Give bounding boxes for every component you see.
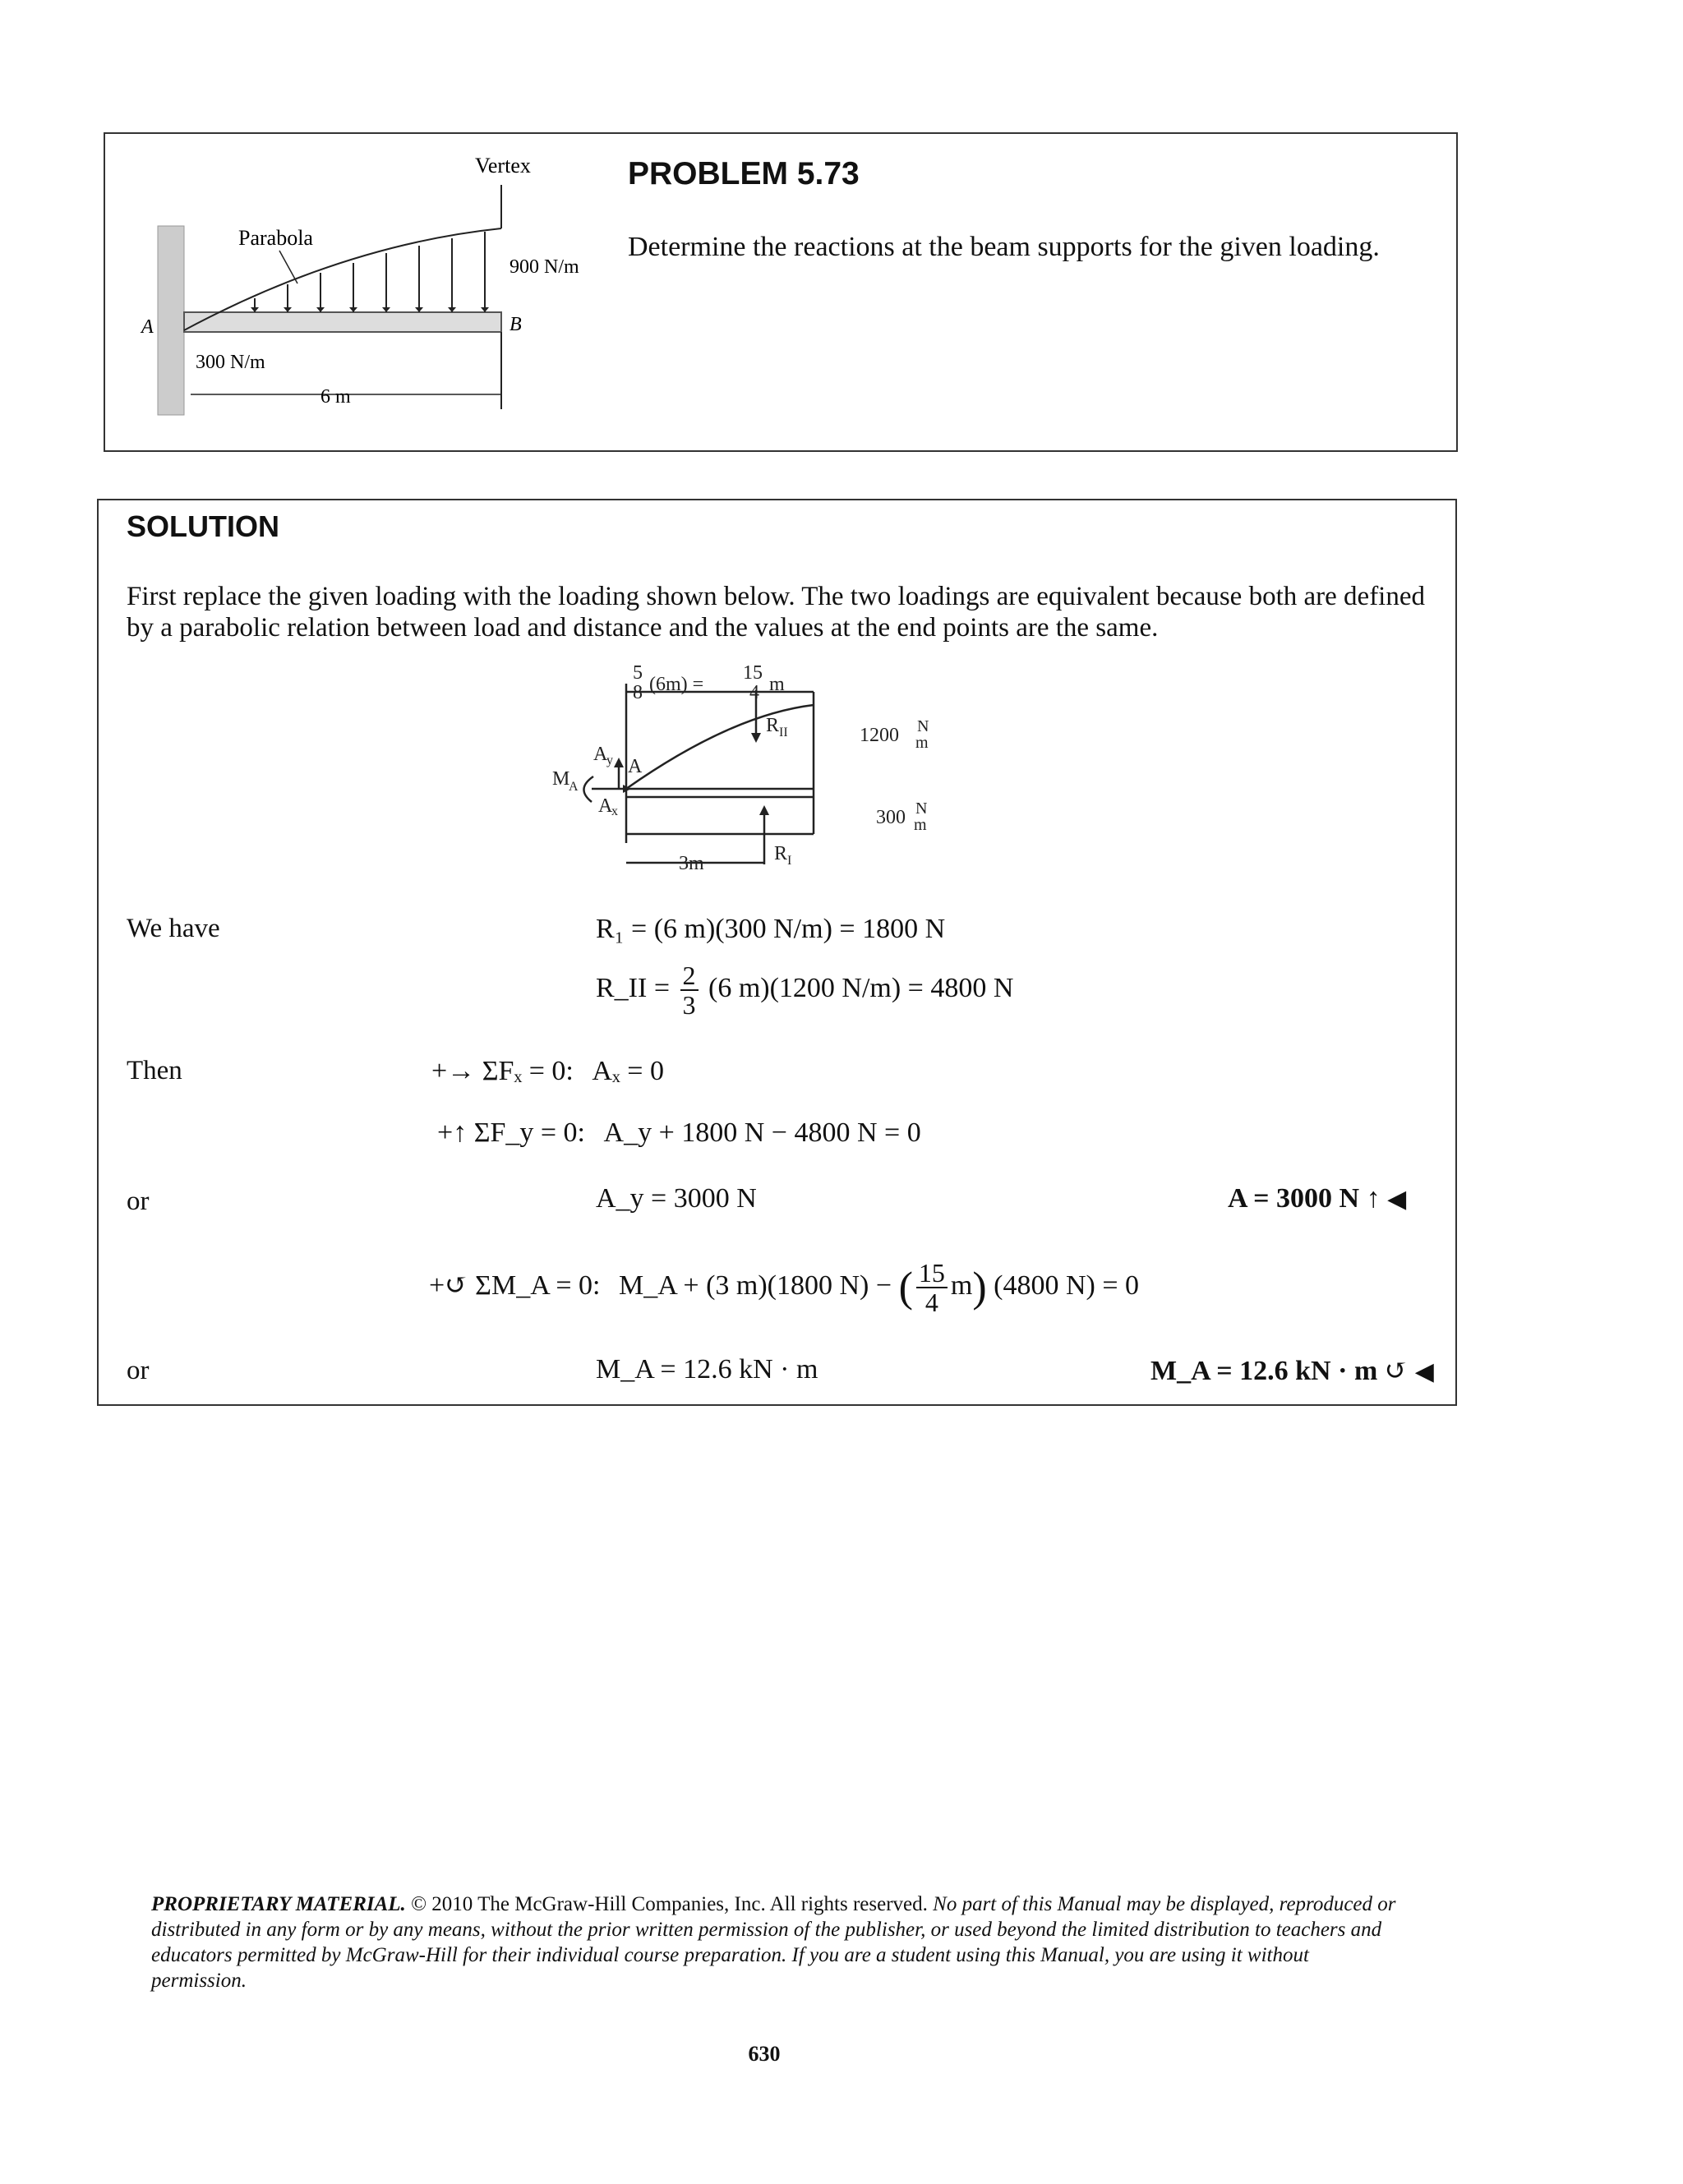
footer-copyright: © 2010 The McGraw-Hill Companies, Inc. All rights reserved. [411,1893,928,1915]
eq-r2-lhs: R_II = [596,972,670,1003]
sketch-unit-m: m [915,734,929,752]
plus-moment-icon: +↺ [429,1269,468,1301]
sketch-r2: R [766,715,780,736]
sketch-parabola [626,705,814,789]
eq-ma-rhs-b: m [950,1269,973,1301]
plus-right-arrow-icon: +→ [431,1056,476,1086]
eq-fx [431,1056,664,1087]
sketch-r1: R [774,843,788,864]
eq-ma-rhs-c: (4800 N) = 0 [994,1269,1140,1301]
eq-r2-fraction [680,961,699,1019]
sketch-dim-m: m [769,674,785,695]
label-or-2: or [127,1356,150,1385]
problem-statement: Determine the reactions at the beam supports for the given loading. [628,232,1380,262]
footer [151,1891,1409,1993]
eq-r2-num: 2 [680,961,699,991]
eq-r2-den: 3 [682,990,696,1020]
eq-fy-rhs: A_y + 1800 N − 4800 N = 0 [603,1117,921,1148]
sketch-point-a: A [628,756,643,777]
sketch-r2-sub: II [779,726,788,740]
label-we-have: We have [127,914,220,943]
eq-ma-result: M_A = 12.6 kN · m [596,1354,818,1385]
eq-r1: R₁ = (6 m)(300 N/m) = 1800 N [596,914,946,944]
sketch-dim-5: 5 [633,666,643,684]
sketch-r1-sub: I [787,854,792,868]
eq-r2-rhs: (6 m)(1200 N/m) = 4800 N [708,972,1014,1003]
eq-fx-lhs: ΣFₓ = 0: [482,1056,574,1086]
eq-ma: +↺ ΣM_A = 0: M_A + (3 m)(1800 N) − ( $\frac{15}{4}$ m) (4800 N) = 0 [429,1258,1140,1317]
load-end-label: 900 N/m [510,256,579,278]
span-label: 6 m [320,386,351,408]
beam [184,312,501,332]
eq-fy-lhs: ΣF_y = 0: [473,1117,586,1148]
solution-intro: First replace the given loading with the loading shown below. The two loadings are equivalent because both are defined by a parabolic relation between load and distance and the values at the end points are the same. [127,582,1425,643]
answer-a [1228,1183,1406,1214]
eq-ma-num: 15 [916,1259,948,1288]
footer-lead: PROPRIETARY MATERIAL. [151,1893,406,1915]
sketch-load-high: 1200 [860,725,899,746]
label-or-1: or [127,1186,150,1216]
problem-title: PROBLEM 5.73 [628,156,860,191]
eq-r2 [596,961,1013,1019]
sketch-dim-3m: 3m [679,853,704,874]
solution-title: SOLUTION [127,509,279,543]
footer-notice: No part of this Manual may be displayed, reproduced or distributed in any form or by any means, without the prior written permission of the publisher, or used beyond the limited distribution to teachers and educators permitted by McGraw-Hill for their individual course preparation. If you are a student using this Manual, you are using it without permission. [151,1893,1396,1992]
sketch-ax: A [598,795,613,817]
counterclockwise-moment-icon: ↺ [1384,1356,1409,1386]
eq-fy [437,1117,921,1149]
sketch-dim-6m: (6m) = [649,674,704,695]
solution-sketch [518,666,1044,887]
eq-ma-lhs: ΣM_A = 0: [475,1269,601,1301]
load-start-label: 300 N/m [196,352,265,373]
sketch-unit-m: m [914,816,927,834]
eq-fx-rhs: Aₓ = 0 [592,1056,664,1086]
sketch-ma-sub: A [569,780,579,794]
sketch-load-low: 300 [876,807,906,828]
sketch-ax-sub: x [611,804,618,818]
sketch-ma: M [552,768,570,790]
answer-marker-icon: ◀ [1387,1186,1407,1213]
problem-figure [123,148,616,427]
support-b-label: B [510,314,522,335]
sketch-dim-8: 8 [633,682,643,703]
answer-ma [1150,1354,1434,1387]
plus-up-arrow-icon: +↑ [437,1117,468,1148]
support-a-label: A [141,316,154,338]
eq-ma-fraction [916,1259,948,1316]
answer-a-text: A = 3000 N [1228,1183,1360,1214]
answer-ma-text: M_A = 12.6 kN · m [1150,1356,1378,1386]
answer-marker-icon: ◀ [1414,1358,1434,1385]
eq-ay-result: A_y = 3000 N [596,1183,757,1214]
vertex-label: Vertex [475,154,531,177]
page-number: 630 [748,2042,781,2066]
up-arrow-icon: ↑ [1366,1183,1381,1214]
sketch-ay-sub: y [606,753,613,767]
sketch-ay: A [593,744,608,765]
parabola-label: Parabola [238,226,313,250]
eq-ma-den: 4 [924,1288,938,1317]
eq-ma-rhs-a: M_A + (3 m)(1800 N) − [619,1269,892,1301]
wall-support [158,226,184,415]
sketch-dim-4: 4 [749,682,759,703]
sketch-unit-n: N [917,717,929,735]
sketch-dim-15: 15 [743,666,763,684]
label-then: Then [127,1056,182,1085]
sketch-unit-n: N [915,799,928,818]
